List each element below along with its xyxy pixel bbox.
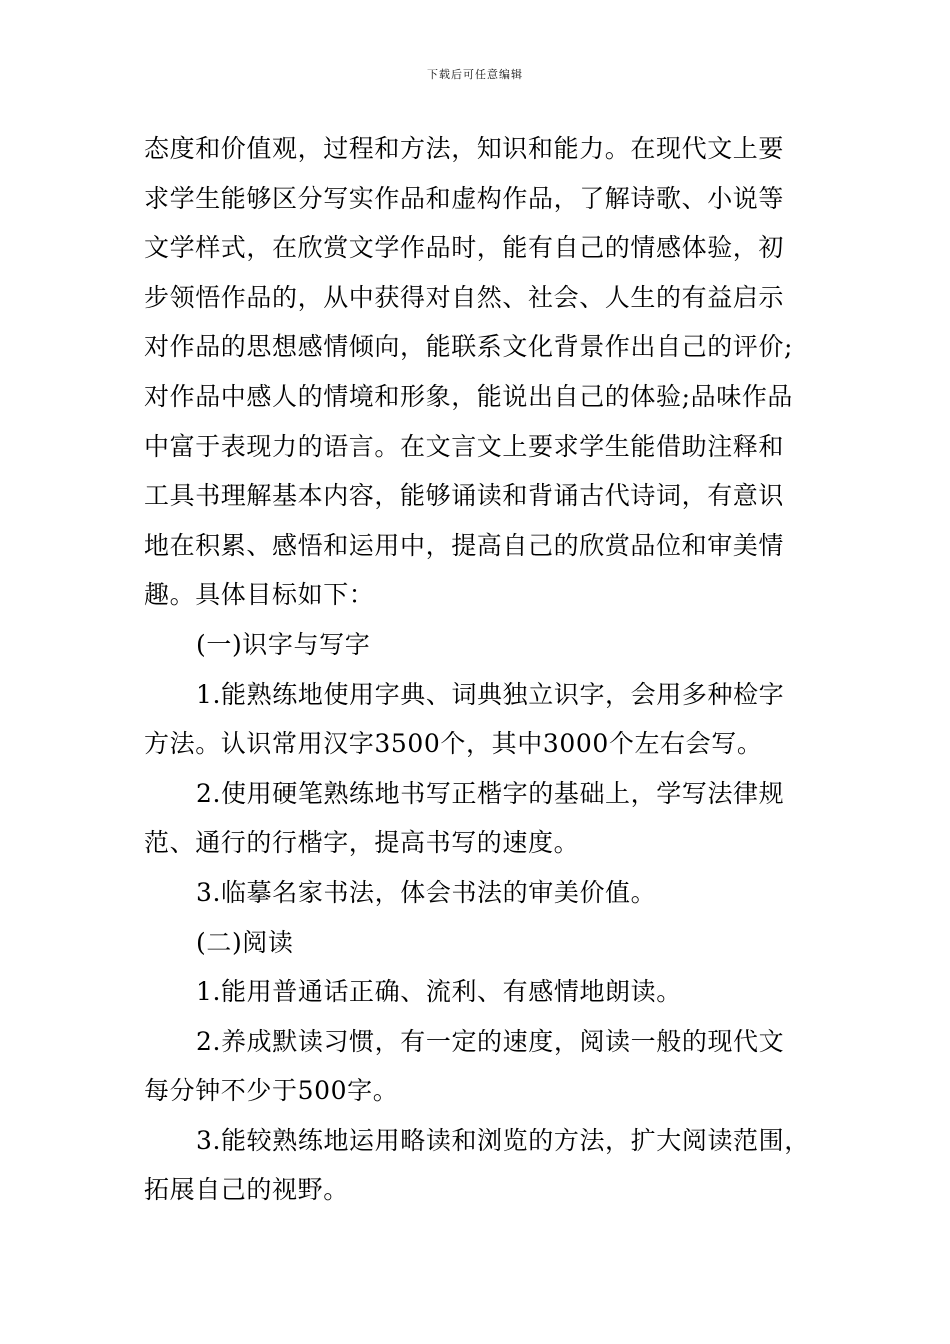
list-item: 2.养成默读习惯，有一定的速度，阅读一般的现代文	[196, 1026, 785, 1056]
page-header-note: 下载后可任意编辑	[427, 68, 523, 81]
text-line: 对作品中感人的情境和形象，能说出自己的体验;品味作品	[144, 381, 794, 411]
list-item: 2.使用硬笔熟练地书写正楷字的基础上，学写法律规	[196, 778, 785, 808]
text-line: 趣。具体目标如下：	[144, 580, 375, 610]
list-item: 1.能熟练地使用字典、词典独立识字，会用多种检字	[196, 679, 785, 709]
text-line: 文学样式，在欣赏文学作品时，能有自己的情感体验，初	[144, 233, 785, 263]
text-line: 工具书理解基本内容，能够诵读和背诵古代诗词，有意识	[144, 481, 785, 511]
document-body	[144, 124, 812, 1215]
text-line: 中富于表现力的语言。在文言文上要求学生能借助注释和	[144, 431, 785, 461]
text-line: 态度和价值观，过程和方法，知识和能力。在现代文上要	[144, 134, 785, 163]
list-item: 1.能用普通话正确、流利、有感情地朗读。	[196, 977, 682, 1007]
list-item: 3.临摹名家书法，体会书法的审美价值。	[196, 877, 657, 907]
text-line: 拓展自己的视野。	[144, 1175, 349, 1205]
text-line: 方法。认识常用汉字3500个，其中3000个左右会写。	[144, 729, 763, 759]
text-line: 步领悟作品的，从中获得对自然、社会、人生的有益启示	[144, 282, 785, 312]
section-heading: (二)阅读	[196, 927, 294, 957]
section-heading: (一)识字与写字	[196, 629, 371, 659]
text-line: 范、通行的行楷字，提高书写的速度。	[144, 828, 580, 858]
text-line: 求学生能够区分写实作品和虚构作品，了解诗歌、小说等	[144, 183, 785, 213]
text-line: 对作品的思想感情倾向，能联系文化背景作出自己的评价;	[144, 332, 794, 362]
text-line: 每分钟不少于500字。	[144, 1076, 399, 1106]
text-line: 地在积累、感悟和运用中，提高自己的欣赏品位和审美情	[144, 530, 785, 560]
list-item: 3.能较熟练地运用略读和浏览的方法，扩大阅读范围，	[196, 1125, 810, 1155]
